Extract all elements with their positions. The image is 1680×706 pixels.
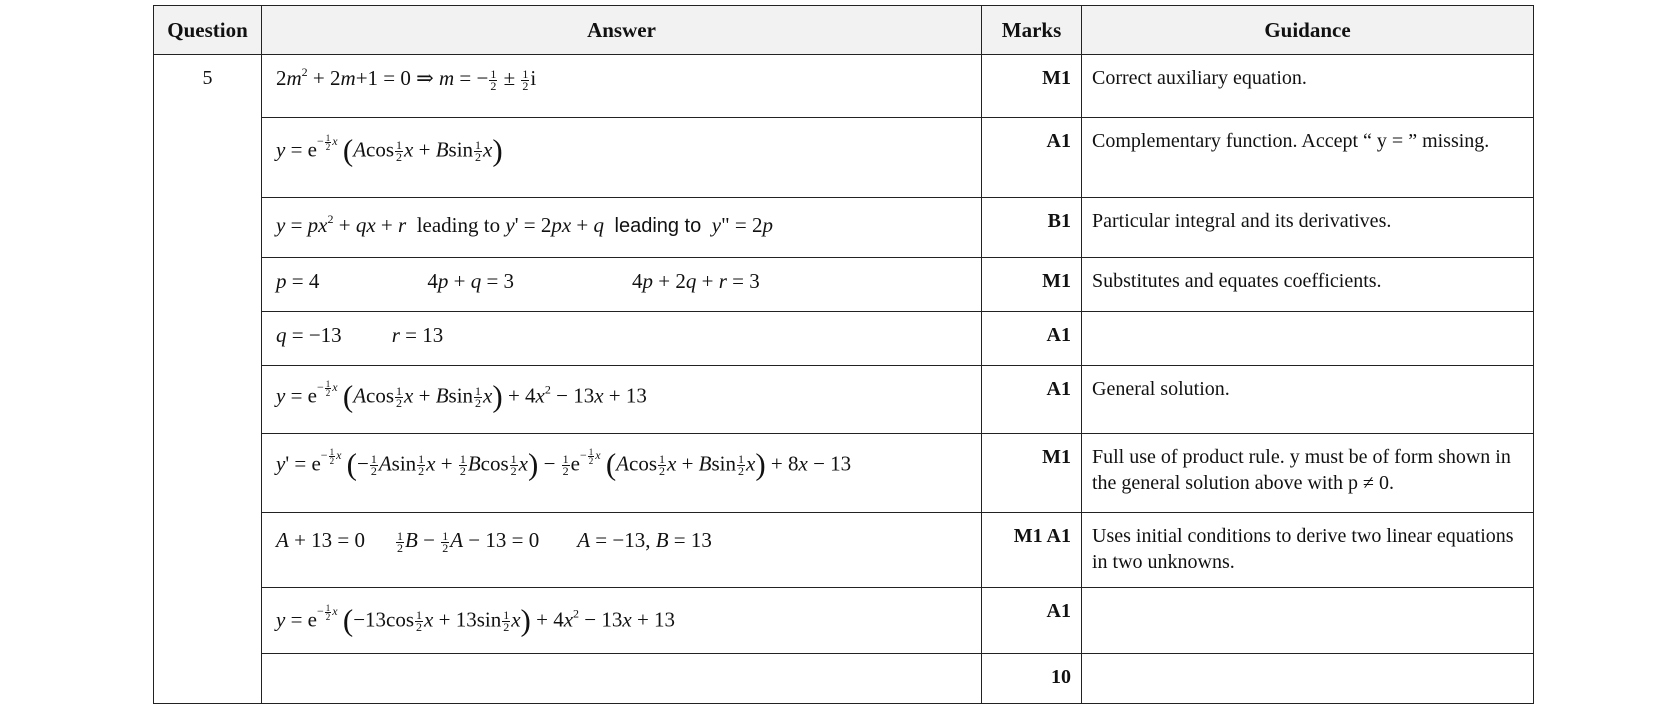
table-row xyxy=(154,434,1534,513)
guidance-cell xyxy=(1082,588,1534,654)
header-question: Question xyxy=(154,6,262,55)
marks-cell: A1 xyxy=(982,588,1082,654)
table-row xyxy=(154,118,1534,198)
marks-cell: M1 xyxy=(982,434,1082,513)
answer-cell: $y' = e^{- \frac{1}{2} x}$ (− $\frac{1}{2}$ Asin $\frac{1}{2}$ x + $\frac{1}{2}$ Bcos $\frac{1}{2}$ x) − $\frac{1}{2}$ $e^{- \frac{1}{2} x}$ (Acos $\frac{1}{2}$ x + Bsin $\frac{1}{2}$ x) + 8x − 13 xyxy=(262,434,982,513)
header-guidance: Guidance xyxy=(1082,6,1534,55)
table-row xyxy=(154,588,1534,654)
guidance-cell xyxy=(1082,654,1534,704)
answer-cell: q = −13 r = 13 xyxy=(262,312,982,366)
answer-cell xyxy=(262,654,982,704)
marks-cell: A1 xyxy=(982,366,1082,434)
guidance-cell: Full use of product rule. y must be of form shown in the general solution above with p ≠ 0. xyxy=(1082,434,1534,513)
guidance-cell: Uses initial conditions to derive two linear equations in two unknowns. xyxy=(1082,513,1534,588)
marks-cell: A1 xyxy=(982,118,1082,198)
table-row xyxy=(154,513,1534,588)
question-number: 5 xyxy=(154,55,262,118)
answer-cell: $y = px^2$ + qx + r leading to y' = 2px + q leading to y" = 2p xyxy=(262,198,982,258)
answer-cell: $y = e^{- \frac{1}{2} x}$ (−13cos $\frac{1}{2}$ x + 13sin $\frac{1}{2}$ $x) + 4x^2 - 13x + 13$ xyxy=(262,588,982,654)
guidance-cell: General solution. xyxy=(1082,366,1534,434)
marks-cell: A1 xyxy=(982,312,1082,366)
guidance-cell: Substitutes and equates coefficients. xyxy=(1082,258,1534,312)
table-row xyxy=(154,312,1534,366)
header-answer: Answer xyxy=(262,6,982,55)
table-row xyxy=(154,366,1534,434)
answer-cell: $y = e^{- \frac{1}{2} x}$ (Acos $\frac{1}{2}$ x + Bsin $\frac{1}{2}$ x) xyxy=(262,118,982,198)
total-row xyxy=(154,654,1534,704)
guidance-cell xyxy=(1082,312,1534,366)
header-marks: Marks xyxy=(982,6,1082,55)
marks-cell: M1 xyxy=(982,55,1082,118)
guidance-cell: Complementary function. Accept “ y = ” missing. xyxy=(1082,118,1534,198)
guidance-cell: Correct auxiliary equation. xyxy=(1082,55,1534,118)
mark-scheme-table xyxy=(153,5,1534,704)
answer-cell: A + 13 = 0 $\frac{1}{2}$ B − $\frac{1}{2}$ A − 13 = 0 A = −13, B = 13 xyxy=(262,513,982,588)
answer-cell: p = 4 4p + q = 3 4p + 2q + r = 3 xyxy=(262,258,982,312)
table-row xyxy=(154,258,1534,312)
marks-cell: M1 A1 xyxy=(982,513,1082,588)
answer-text: leading to xyxy=(416,213,501,237)
total-marks: 10 xyxy=(982,654,1082,704)
marks-cell: B1 xyxy=(982,198,1082,258)
answer-text: leading to xyxy=(614,215,702,237)
answer-cell: $2m^2 + 2m+1 = 0$ ⇒ m = − $\frac{1}{2}$ ± $\frac{1}{2}$ i xyxy=(262,55,982,118)
answer-cell: $y = e^{- \frac{1}{2} x}$ (Acos $\frac{1}{2}$ x + Bsin $\frac{1}{2}$ $x) + 4x^2 - 13x + 13$ xyxy=(262,366,982,434)
header-row xyxy=(154,6,1534,55)
table-row xyxy=(154,198,1534,258)
table-row xyxy=(154,55,1534,118)
marks-cell: M1 xyxy=(982,258,1082,312)
guidance-cell: Particular integral and its derivatives. xyxy=(1082,198,1534,258)
